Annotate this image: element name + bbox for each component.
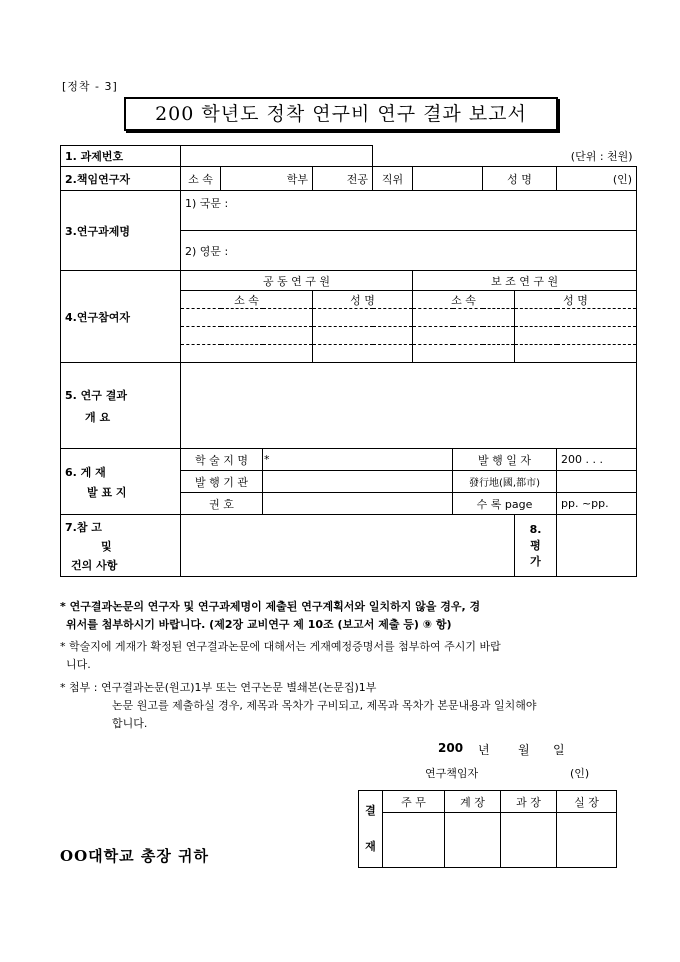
sign-day: 일	[553, 743, 565, 757]
notice-3-line2: 논문 원고를 제출하실 경우, 제목과 목차가 구비되고, 제목과 목차가 본문내용과 일치해야	[112, 699, 537, 712]
sign-researcher: 연구책임자	[425, 767, 479, 780]
publication-label-line1: 6. 게 재	[65, 465, 106, 479]
lead-seal: (인)	[612, 172, 633, 186]
approval-sign-2[interactable]	[445, 813, 501, 868]
notice-bold	[60, 598, 480, 634]
approval-label-top: 결	[365, 804, 376, 817]
title-english-label: 2) 영문 :	[185, 244, 229, 258]
report-form	[60, 145, 637, 577]
as-affil-header: 소 속	[413, 291, 515, 309]
evaluation-label-line3: 가	[530, 554, 541, 568]
reference-label	[61, 515, 181, 577]
lead-name-field[interactable]	[557, 167, 637, 191]
approval-table	[358, 790, 617, 868]
co-name-2[interactable]	[313, 327, 413, 345]
assistants-header: 보 조 연 구 원	[413, 271, 637, 291]
publisher-label: 발 행 기 관	[181, 471, 263, 493]
as-name-1[interactable]	[515, 309, 637, 327]
lead-major-field[interactable]	[313, 167, 373, 191]
lead-dept-field[interactable]	[221, 167, 313, 191]
summary-label	[61, 363, 181, 449]
notice-bold-line1: * 연구결과논문의 연구자 및 연구과제명이 제출된 연구계획서와 일치하지 않을 경우, 경	[60, 600, 481, 613]
as-affil-2[interactable]	[413, 327, 515, 345]
lead-name-label: 성 명	[483, 167, 557, 191]
co-name-3[interactable]	[313, 345, 413, 363]
project-number-label: 1. 과제번호	[61, 146, 181, 167]
notice-2	[60, 638, 501, 674]
journal-asterisk: *	[264, 453, 270, 466]
co-name-header: 성 명	[313, 291, 413, 309]
co-affil-2[interactable]	[181, 327, 313, 345]
pub-date-field[interactable]	[557, 449, 637, 471]
as-name-3[interactable]	[515, 345, 637, 363]
journal-label: 학 술 지 명	[181, 449, 263, 471]
pub-place-label: 發行地(國,都市)	[453, 471, 557, 493]
approval-col-4: 실 장	[557, 791, 617, 813]
approval-label	[359, 791, 383, 868]
evaluation-label-line1: 8.	[529, 522, 542, 536]
title-english-field[interactable]	[181, 231, 637, 271]
journal-field[interactable]	[263, 449, 453, 471]
co-name-1[interactable]	[313, 309, 413, 327]
lead-dept-suffix: 학부	[286, 172, 308, 186]
volume-field[interactable]	[263, 493, 453, 515]
publication-label-line2: 발 표 지	[87, 485, 127, 499]
participants-label: 4.연구참여자	[61, 271, 181, 363]
sign-year-unit: 년	[478, 743, 490, 757]
approval-sign-1[interactable]	[383, 813, 445, 868]
lead-researcher-label: 2.책임연구자	[61, 167, 181, 191]
evaluation-label-line2: 평	[530, 538, 541, 552]
notice-3-line1: * 첨부 : 연구결과논문(원고)1부 또는 연구논문 별쇄본(논문집)1부	[60, 681, 377, 694]
approval-sign-4[interactable]	[557, 813, 617, 868]
summary-field[interactable]	[181, 363, 637, 449]
as-name-2[interactable]	[515, 327, 637, 345]
reference-label-line1: 7.참 고	[65, 520, 102, 534]
approval-col-1: 주 무	[383, 791, 445, 813]
addressee: OO대학교 총장 귀하	[60, 847, 210, 865]
co-affil-header: 소 속	[181, 291, 313, 309]
page-title: 200 학년도 정착 연구비 연구 결과 보고서	[124, 97, 558, 131]
sign-year: 200	[438, 741, 464, 755]
pub-date-value: 200 . . .	[561, 453, 603, 466]
evaluation-field[interactable]	[557, 515, 637, 577]
summary-label-line2: 개 요	[85, 410, 111, 424]
co-researchers-header: 공 동 연 구 원	[181, 271, 413, 291]
publication-label	[61, 449, 181, 515]
notice-2-line1: * 학술지에 게재가 확정된 연구결과논문에 대해서는 게재예정증명서를 첨부하여 주시기 바랍	[60, 640, 501, 653]
lead-major-suffix: 전공	[346, 172, 368, 186]
as-affil-3[interactable]	[413, 345, 515, 363]
unit-note: (단위 : 천원)	[373, 146, 637, 167]
approval-sign-3[interactable]	[501, 813, 557, 868]
approval-col-3: 과 장	[501, 791, 557, 813]
evaluation-label	[515, 515, 557, 577]
lead-affil-label: 소 속	[181, 167, 221, 191]
as-name-header: 성 명	[515, 291, 637, 309]
pages-label: 수 록 page	[453, 493, 557, 515]
lead-position-field[interactable]	[413, 167, 483, 191]
notice-3-line3: 합니다.	[112, 717, 148, 730]
project-title-label: 3.연구과제명	[61, 191, 181, 271]
project-number-field[interactable]	[181, 146, 373, 167]
approval-col-2: 계 장	[445, 791, 501, 813]
co-affil-1[interactable]	[181, 309, 313, 327]
pages-field[interactable]	[557, 493, 637, 515]
approval-label-bottom: 재	[365, 840, 376, 853]
lead-position-label: 직위	[373, 167, 413, 191]
reference-label-line3: 건의 사항	[71, 558, 118, 572]
pub-date-label: 발 행 일 자	[453, 449, 557, 471]
as-affil-1[interactable]	[413, 309, 515, 327]
pages-value: pp. ~pp.	[561, 497, 609, 510]
notice-2-line2: 니다.	[66, 658, 91, 671]
form-tag: [정착 - 3]	[62, 80, 118, 93]
co-affil-3[interactable]	[181, 345, 313, 363]
title-korean-label: 1) 국문 :	[185, 197, 229, 210]
sign-month: 월	[518, 743, 530, 757]
volume-label: 권 호	[181, 493, 263, 515]
summary-label-line1: 5. 연구 결과	[65, 388, 127, 402]
publisher-field[interactable]	[263, 471, 453, 493]
reference-label-line2: 및	[101, 539, 112, 553]
title-korean-field[interactable]	[181, 191, 637, 231]
notice-bold-line2: 위서를 첨부하시기 바랍니다. (제2장 교비연구 제 10조 (보고서 제출 등) ⑨ 항)	[66, 618, 452, 631]
pub-place-field[interactable]	[557, 471, 637, 493]
reference-field[interactable]	[181, 515, 515, 577]
notice-3	[60, 679, 537, 733]
sign-seal[interactable]: (인)	[570, 767, 590, 780]
